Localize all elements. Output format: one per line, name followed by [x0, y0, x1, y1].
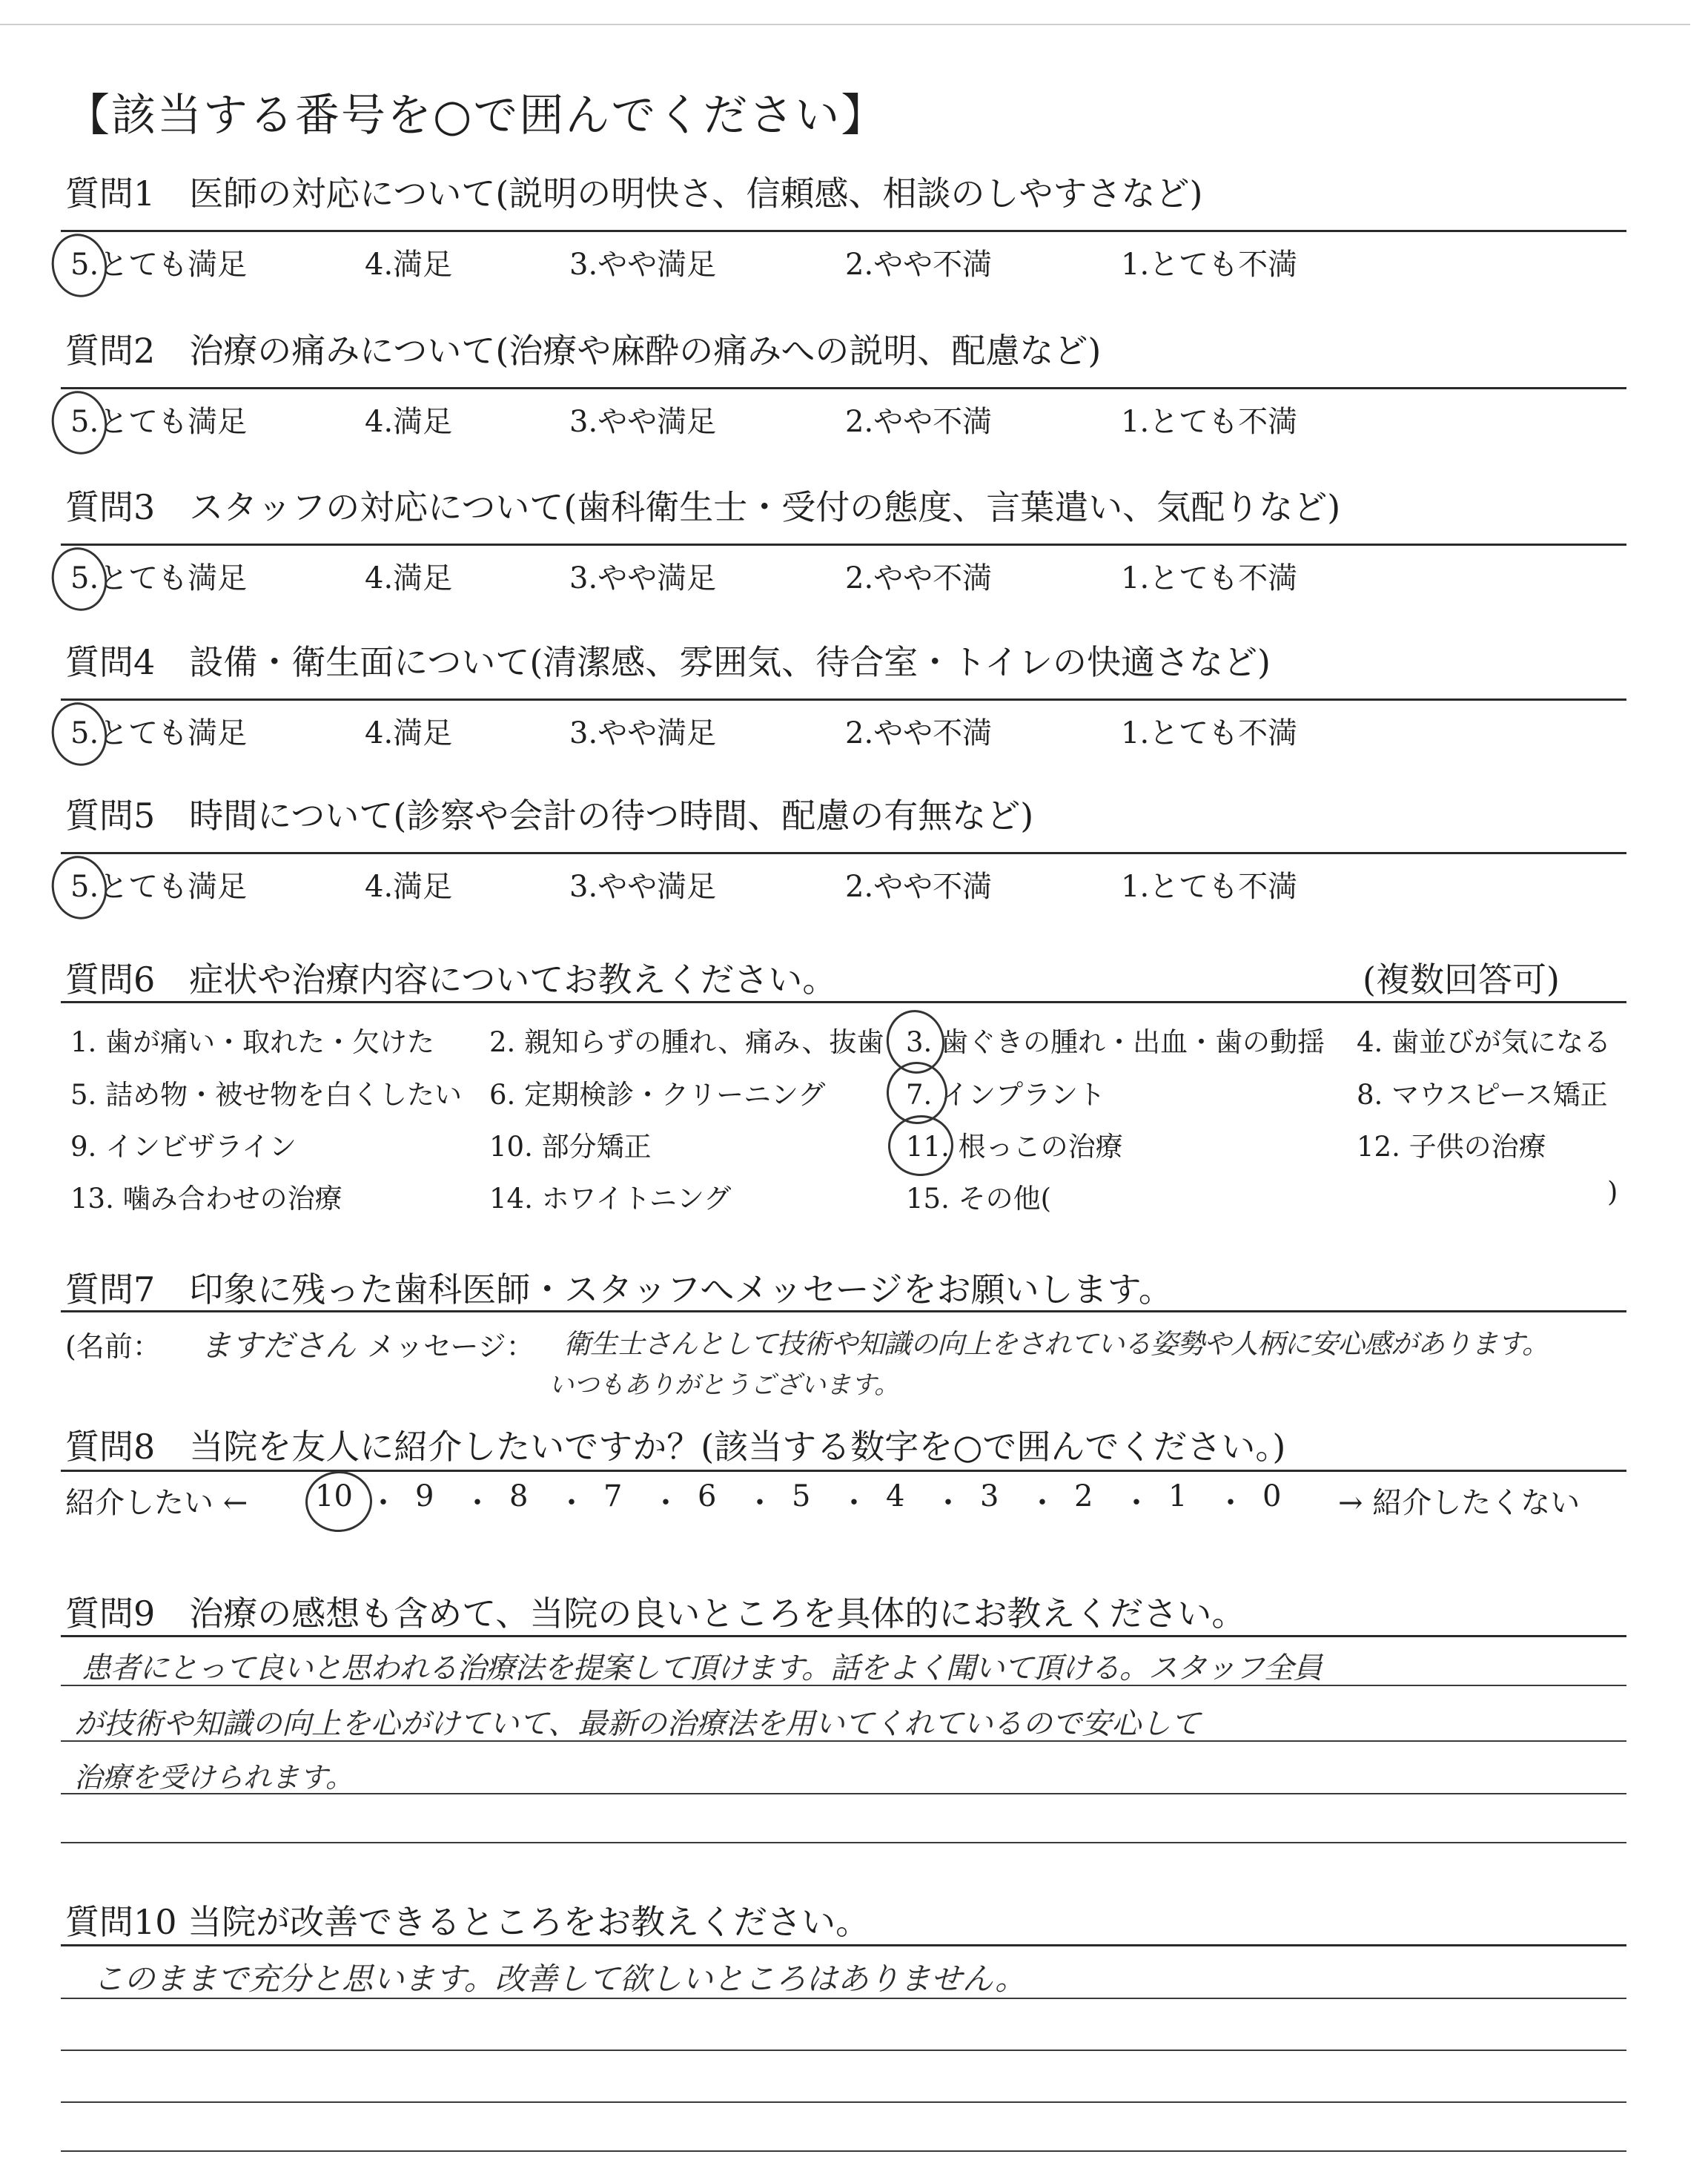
q6-option-4[interactable]: 4. 歯並びが気になる — [1357, 1026, 1612, 1058]
q6-option-5[interactable]: 5. 詰め物・被せ物を白くしたい — [70, 1079, 463, 1111]
q7-message-label: メッセージ： — [367, 1330, 534, 1363]
q9-rule — [61, 1635, 1626, 1637]
q9-title: 質問9 治療の感想も含めて、当院の良いところを具体的にお教えください。 — [65, 1593, 1246, 1634]
q8-scale-2[interactable]: 2 — [1074, 1479, 1093, 1513]
q2-title: 質問2 治療の痛みについて(治療や麻酔の痛みへの説明、配慮など) — [65, 331, 1102, 371]
q9-line-4 — [61, 1842, 1626, 1843]
q4-option-5[interactable]: 5.とても満足 — [70, 716, 248, 750]
q3-option-3[interactable]: 3.やや満足 — [569, 561, 717, 595]
q3-option-4[interactable]: 4.満足 — [365, 561, 453, 595]
q8-separator-dot: ・ — [1216, 1486, 1245, 1520]
q8-scale-4[interactable]: 4 — [886, 1479, 905, 1513]
q7-message-line2[interactable]: いつもありがとうございます。 — [549, 1370, 900, 1400]
q7-message-line1[interactable]: 衛生士さんとして技術や知識の向上をされている姿勢や人柄に安心感があります。 — [563, 1328, 1549, 1360]
q7-title: 質問7 印象に残った歯科医師・スタッフへメッセージをお願いします。 — [65, 1269, 1173, 1309]
q3-selection-circle — [46, 542, 113, 616]
q5-option-3[interactable]: 3.やや満足 — [569, 870, 717, 904]
q6-option-2[interactable]: 2. 親知らずの腫れ、痛み、抜歯 — [489, 1026, 884, 1058]
q1-option-3[interactable]: 3.やや満足 — [569, 248, 717, 282]
q8-scale-10[interactable]: 10 — [315, 1479, 353, 1513]
scan-top-edge — [0, 24, 1690, 25]
q2-selection-circle — [46, 386, 113, 460]
q8-right-label: → 紹介したくない — [1338, 1486, 1580, 1520]
q8-left-label: 紹介したい ← — [65, 1486, 248, 1520]
q8-separator-dot: ・ — [463, 1486, 492, 1520]
q2-option-1[interactable]: 1.とても不満 — [1121, 405, 1298, 439]
q6-option-10[interactable]: 10. 部分矯正 — [489, 1131, 652, 1163]
q3-option-1[interactable]: 1.とても不満 — [1121, 561, 1298, 595]
q1-title: 質問1 医師の対応について(説明の明快さ、信頼感、相談のしやすさなど) — [65, 174, 1203, 214]
q6-option-12[interactable]: 12. 子供の治療 — [1357, 1131, 1546, 1163]
q6-option-6[interactable]: 6. 定期検診・クリーニング — [489, 1079, 826, 1111]
q8-separator-dot: ・ — [368, 1486, 398, 1520]
q6-option-8[interactable]: 8. マウスピース矯正 — [1357, 1079, 1608, 1111]
q10-line-2 — [61, 2050, 1626, 2051]
q2-option-4[interactable]: 4.満足 — [365, 405, 453, 439]
q8-rule — [61, 1470, 1626, 1472]
q10-answer-line1[interactable]: このままで充分と思います。改善して欲しいところはありません。 — [93, 1961, 1027, 1997]
q6-note: (複数回答可) — [1363, 960, 1560, 1000]
q6-option-15-close: ) — [1607, 1176, 1618, 1208]
q6-circle-11 — [885, 1112, 956, 1180]
q4-option-4[interactable]: 4.満足 — [365, 716, 453, 750]
q9-answer-line2[interactable]: が技術や知識の向上を心がけていて、最新の治療法を用いてくれているので安心して — [74, 1707, 1201, 1741]
q8-separator-dot: ・ — [745, 1486, 775, 1520]
q5-title: 質問5 時間について(診察や会計の待つ時間、配慮の有無など) — [65, 796, 1034, 836]
q1-selection-circle — [46, 228, 113, 303]
q6-option-11[interactable]: 11. 根っこの治療 — [906, 1131, 1123, 1163]
q6-option-15[interactable]: 15. その他( — [906, 1183, 1052, 1215]
q8-scale-0[interactable]: 0 — [1262, 1479, 1282, 1513]
q8-scale-5[interactable]: 5 — [792, 1479, 811, 1513]
q1-option-4[interactable]: 4.満足 — [365, 248, 453, 282]
q3-option-5[interactable]: 5.とても満足 — [70, 561, 248, 595]
q1-option-2[interactable]: 2.やや不満 — [845, 248, 993, 282]
q8-separator-dot: ・ — [1122, 1486, 1151, 1520]
q7-rule — [61, 1310, 1626, 1312]
q6-option-9[interactable]: 9. インビザライン — [70, 1131, 297, 1163]
q6-option-7[interactable]: 7. インプラント — [906, 1079, 1106, 1111]
q8-separator-dot: ・ — [651, 1486, 681, 1520]
q3-option-2[interactable]: 2.やや不満 — [845, 561, 993, 595]
q2-rule — [61, 387, 1626, 389]
q10-line-3 — [61, 2101, 1626, 2103]
q8-scale-7[interactable]: 7 — [603, 1479, 623, 1513]
q8-scale-9[interactable]: 9 — [415, 1479, 434, 1513]
q6-option-3[interactable]: 3. 歯ぐきの腫れ・出血・歯の動揺 — [906, 1026, 1325, 1058]
q9-answer-line1[interactable]: 患者にとって良いと思われる治療法を提案して頂けます。話をよく聞いて頂ける。スタッフ全員 — [82, 1651, 1322, 1685]
q8-separator-dot: ・ — [1027, 1486, 1057, 1520]
q1-option-5[interactable]: 5.とても満足 — [70, 248, 248, 282]
q4-rule — [61, 698, 1626, 701]
q8-scale-6[interactable]: 6 — [698, 1479, 717, 1513]
q8-circle-10 — [303, 1469, 374, 1534]
q5-option-1[interactable]: 1.とても不満 — [1121, 870, 1298, 904]
q5-option-2[interactable]: 2.やや不満 — [845, 870, 993, 904]
q5-selection-circle — [46, 851, 113, 925]
q2-option-3[interactable]: 3.やや満足 — [569, 405, 717, 439]
q5-option-5[interactable]: 5.とても満足 — [70, 870, 248, 904]
q4-selection-circle — [46, 697, 113, 771]
q7-name-label: (名前： — [65, 1330, 161, 1363]
q10-rule — [61, 1944, 1626, 1946]
q2-option-5[interactable]: 5.とても満足 — [70, 405, 248, 439]
q8-scale-3[interactable]: 3 — [980, 1479, 999, 1513]
q1-rule — [61, 230, 1626, 232]
q5-rule — [61, 852, 1626, 854]
q4-option-3[interactable]: 3.やや満足 — [569, 716, 717, 750]
q8-separator-dot: ・ — [839, 1486, 869, 1520]
q8-separator-dot: ・ — [557, 1486, 586, 1520]
q8-title: 質問8 当院を友人に紹介したいですか？(該当する数字を○で囲んでください。) — [65, 1427, 1286, 1467]
q1-option-1[interactable]: 1.とても不満 — [1121, 248, 1298, 282]
q8-scale-8[interactable]: 8 — [509, 1479, 529, 1513]
q3-rule — [61, 544, 1626, 546]
q4-option-1[interactable]: 1.とても不満 — [1121, 716, 1298, 750]
q5-option-4[interactable]: 4.満足 — [365, 870, 453, 904]
q2-option-2[interactable]: 2.やや不満 — [845, 405, 993, 439]
q8-scale-1[interactable]: 1 — [1168, 1479, 1188, 1513]
q4-title: 質問4 設備・衛生面について(清潔感、雰囲気、待合室・トイレの快適さなど) — [65, 642, 1271, 682]
q8-separator-dot: ・ — [933, 1486, 963, 1520]
page-heading: 【該当する番号を○で囲んでください】 — [65, 90, 887, 142]
q9-answer-line3[interactable]: 治療を受けられます。 — [74, 1761, 354, 1794]
q10-line-4 — [61, 2150, 1626, 2152]
q6-option-1[interactable]: 1. 歯が痛い・取れた・欠けた — [70, 1026, 435, 1058]
q6-title: 質問6 症状や治療内容についてお教えください。 — [65, 960, 837, 1000]
q6-option-14[interactable]: 14. ホワイトニング — [489, 1183, 732, 1215]
q7-name-value[interactable]: ますださん — [200, 1327, 357, 1364]
q4-option-2[interactable]: 2.やや不満 — [845, 716, 993, 750]
q6-rule — [61, 1001, 1626, 1003]
q6-option-13[interactable]: 13. 噛み合わせの治療 — [70, 1183, 342, 1215]
q3-title: 質問3 スタッフの対応について(歯科衛生士・受付の態度、言葉遣い、気配りなど) — [65, 487, 1341, 527]
q10-title: 質問10 当院が改善できるところをお教えください。 — [65, 1902, 870, 1942]
